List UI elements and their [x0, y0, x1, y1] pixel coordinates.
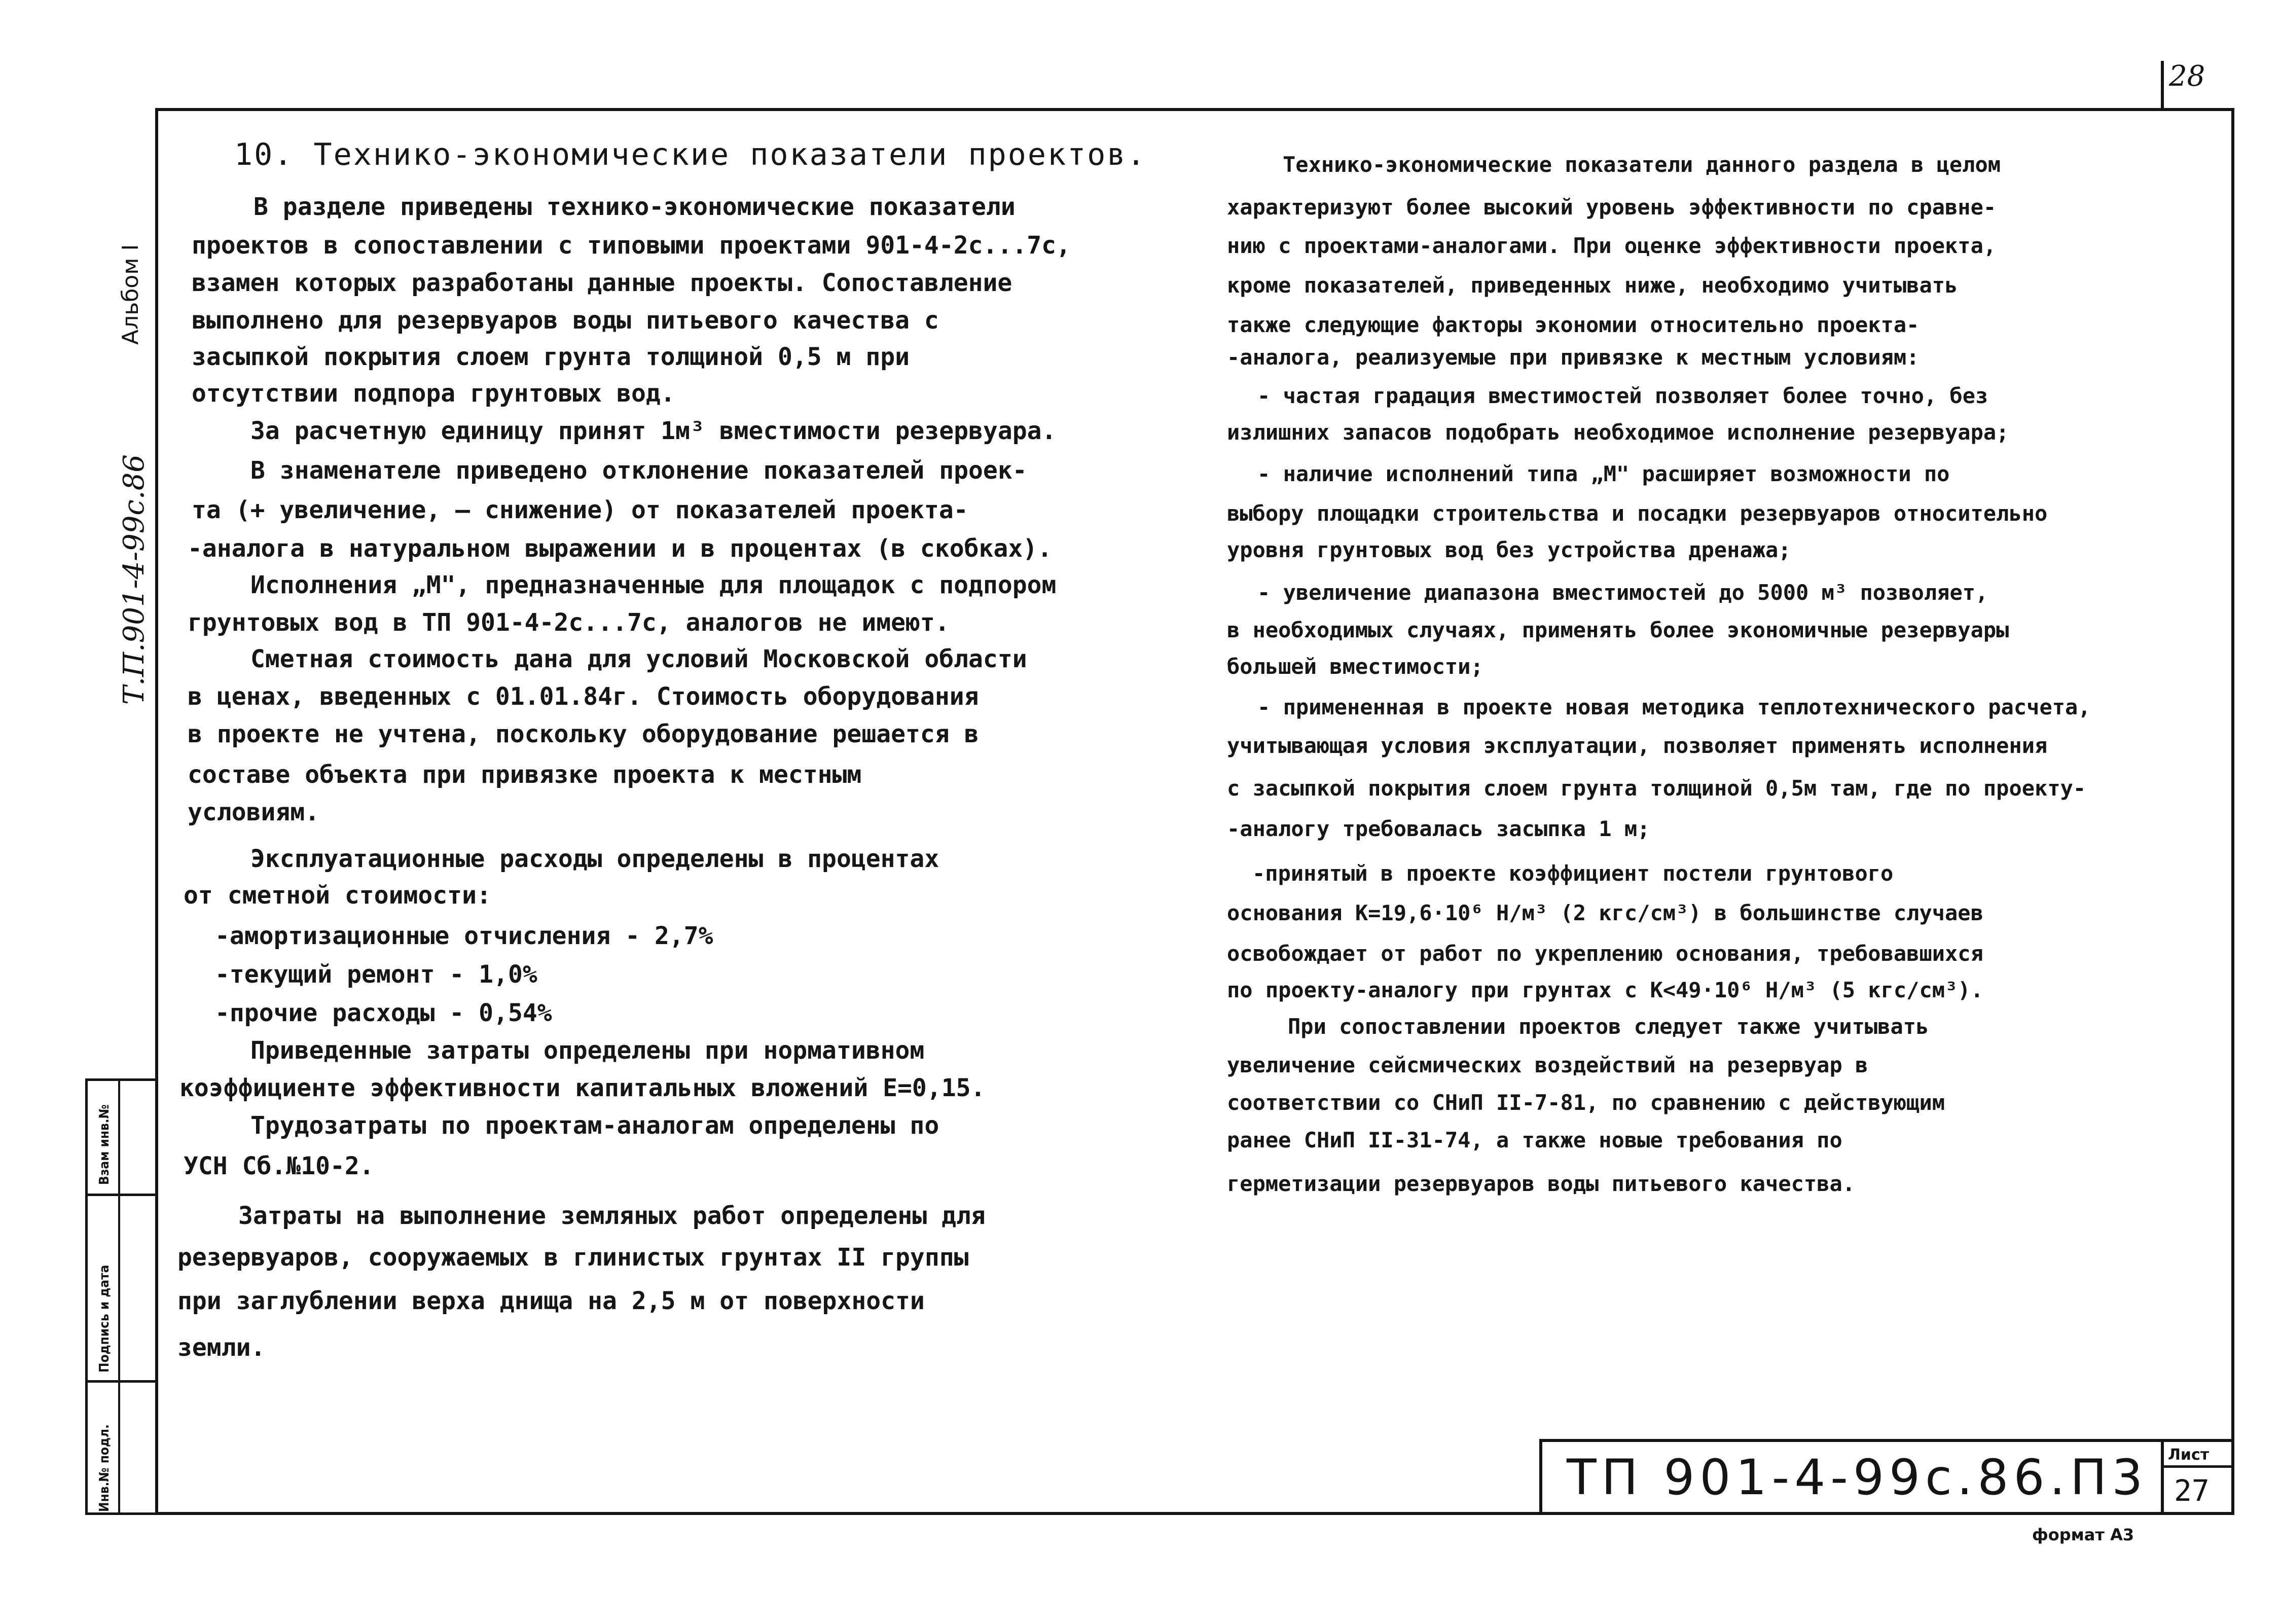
text-line: кроме показателей, приведенных ниже, необходимо учитывать	[1227, 273, 1958, 298]
text-line: большей вместимости;	[1227, 654, 1483, 679]
text-line: Технико-экономические показатели данного раздела в целом	[1283, 152, 2001, 177]
text-line: выбору площадки строительства и посадки резервуаров относительно	[1227, 501, 2048, 526]
stamp-strip-separator	[88, 1380, 155, 1383]
side-document-code: Т.П.901-4-99с.86	[118, 454, 151, 705]
text-line: -аналога в натуральном выражении и в процентах (в скобках).	[188, 534, 1053, 563]
text-line: - частая градация вместимостей позволяет более точно, без	[1257, 383, 1988, 408]
text-line: при заглублении верха днища на 2,5 м от поверхности	[177, 1287, 925, 1315]
text-line: -аналогу требовалась засыпка 1 м;	[1227, 816, 1650, 841]
format-note: формат А3	[2032, 1525, 2134, 1544]
section-heading: 10. Технико-экономические показатели проектов.	[234, 137, 1147, 172]
text-line: с засыпкой покрытия слоем грунта толщиной 0,5м там, где по проекту-	[1227, 776, 2086, 801]
stamp-strip-separator	[88, 1194, 155, 1196]
text-line: выполнено для резервуаров воды питьевого качества с	[192, 306, 939, 335]
text-line: проектов в сопоставлении с типовыми проектами 901-4-2с...7с,	[192, 231, 1071, 260]
stamp-label-original-inv: Инв.№ подл.	[97, 1424, 112, 1512]
text-line: составе объекта при привязке проекта к местным	[188, 761, 862, 789]
text-line: В разделе приведены технико-экономические показатели	[254, 193, 1016, 221]
text-line: грунтовых вод в ТП 901-4-2с...7с, аналогов не имеют.	[188, 608, 950, 637]
text-line: Приведенные затраты определены при нормативном	[250, 1036, 925, 1065]
text-line: земли.	[177, 1333, 266, 1362]
text-line: -принятый в проекте коэффициент постели грунтового	[1252, 861, 1894, 886]
text-line: в ценах, введенных с 01.01.84г. Стоимость оборудования	[188, 682, 979, 711]
text-line: соответствии со СНиП II-7-81, по сравнению с действующим	[1227, 1090, 1945, 1115]
text-line: засыпкой покрытия слоем грунта толщиной 0,5 м при	[192, 343, 910, 371]
sheet-label: Лист	[2168, 1446, 2210, 1464]
text-line: -прочие расходы - 0,54%	[215, 999, 552, 1027]
text-line: - примененная в проекте новая методика теплотехнического расчета,	[1257, 695, 2091, 719]
title-block-sheet-separator	[2161, 1465, 2234, 1468]
text-line: резервуаров, сооружаемых в глинистых грунтах II группы	[177, 1243, 969, 1272]
text-line: Эксплуатационные расходы определены в процентах	[250, 845, 939, 873]
document-code: ТП 901-4-99с.86.П3	[1567, 1449, 2148, 1506]
text-line: нию с проектами-аналогами. При оценке эффективности проекта,	[1227, 233, 1997, 258]
album-label: Альбом I	[118, 244, 143, 345]
text-line: освобождает от работ по укреплению основания, требовавшихся	[1227, 941, 1983, 966]
text-line: также следующие факторы экономии относительно проекта-	[1227, 312, 1920, 337]
text-line: излишних запасов подобрать необходимое исполнение резервуара;	[1227, 420, 2009, 445]
text-line: - увеличение диапазона вместимостей до 5000 м³ позволяет,	[1257, 580, 1988, 605]
page-number: 28	[2169, 60, 2205, 93]
stamp-label-replacement-inv: Взам инв.№	[97, 1104, 112, 1185]
text-line: -амортизационные отчисления - 2,7%	[215, 922, 713, 950]
text-line: Исполнения „М", предназначенные для площадок с подпором	[250, 571, 1057, 599]
text-line: характеризуют более высокий уровень эффективности по сравне-	[1227, 195, 1997, 220]
text-line: В знаменателе приведено отклонение показателей проек-	[250, 456, 1027, 485]
text-line: взамен которых разработаны данные проекты. Сопоставление	[192, 269, 1012, 297]
text-line: -аналога, реализуемые при привязке к местным условиям:	[1227, 345, 1920, 370]
text-line: та (+ увеличение, – снижение) от показателей проекта-	[192, 496, 968, 524]
sheet-number: 27	[2174, 1473, 2210, 1508]
text-line: условиям.	[188, 798, 320, 826]
text-line: ранее СНиП II-31-74, а также новые требования по	[1227, 1128, 1842, 1152]
text-line: -текущий ремонт - 1,0%	[215, 960, 537, 989]
text-line: При сопоставлении проектов следует также учитывать	[1288, 1014, 1929, 1039]
text-line: - наличие исполнений типа „М" расширяет возможности по	[1257, 461, 1950, 486]
text-line: Затраты на выполнение земляных работ определены для	[238, 1202, 986, 1230]
stamp-strip	[85, 1078, 155, 1515]
text-line: герметизации резервуаров воды питьевого качества.	[1227, 1171, 1856, 1196]
text-line: Сметная стоимость дана для условий Московской области	[250, 645, 1027, 673]
stamp-label-signature-date: Подпись и дата	[97, 1265, 112, 1373]
text-line: в проекте не учтена, поскольку оборудование решается в	[188, 720, 979, 748]
text-line: по проекту-аналогу при грунтах с К<49·10⁶ Н/м³ (5 кгс/см³).	[1227, 978, 1983, 1002]
text-line: коэффициенте эффективности капитальных вложений Е=0,15.	[179, 1074, 986, 1102]
text-line: учитывающая условия эксплуатации, позволяет применять исполнения	[1227, 733, 2048, 758]
text-line: За расчетную единицу принят 1м³ вместимости резервуара.	[250, 417, 1057, 445]
text-line: отсутствии подпора грунтовых вод.	[192, 379, 675, 408]
page-number-rule	[2161, 108, 2234, 111]
text-line: от сметной стоимости:	[184, 881, 491, 910]
text-line: Трудозатраты по проектам-аналогам определены по	[250, 1111, 939, 1140]
stamp-strip-divider	[118, 1081, 120, 1512]
text-line: увеличение сейсмических воздействий на резервуар в	[1227, 1053, 1868, 1077]
text-line: основания К=19,6·10⁶ Н/м³ (2 кгс/см³) в большинстве случаев	[1227, 900, 1983, 925]
text-line: УСН Сб.№10-2.	[184, 1152, 374, 1180]
text-line: уровня грунтовых вод без устройства дренажа;	[1227, 537, 1791, 562]
text-line: в необходимых случаях, применять более экономичные резервуары	[1227, 618, 2009, 642]
